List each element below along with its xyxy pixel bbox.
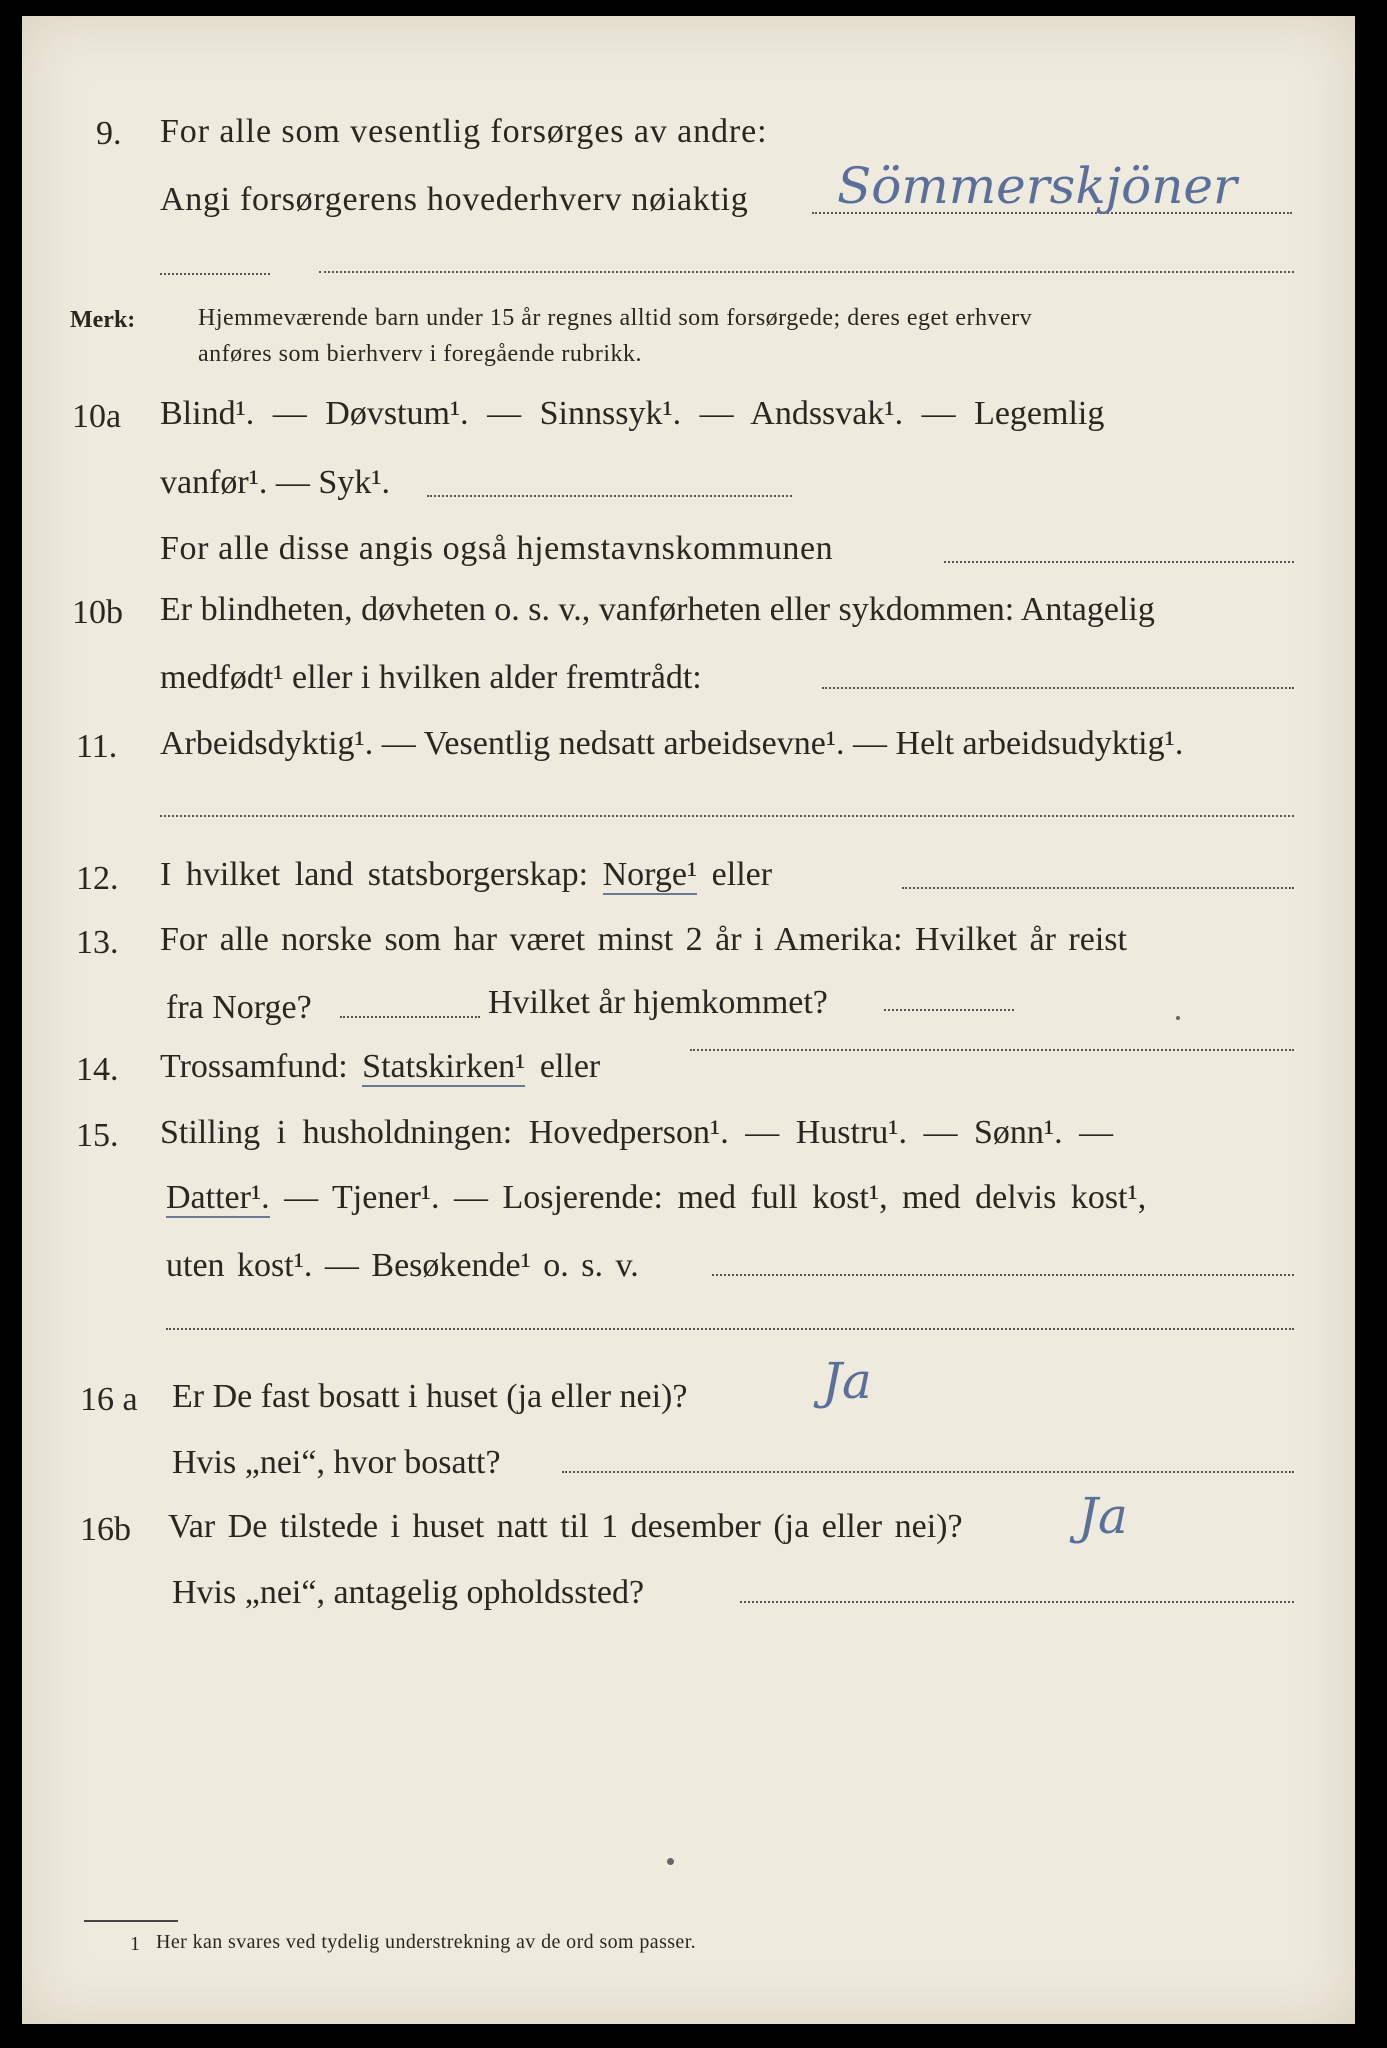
merk-label: Merk: [70,307,136,333]
q16a-line2-dotted [562,1471,1294,1473]
q13-line2b: Hvilket år hjemkommet? [488,984,828,1021]
q15-line2-rest: — Tjener¹. — Losjerende: med full kost¹, med delvis kost¹, [284,1179,1147,1216]
q14-underlined-statskirken: Statskirken¹ [362,1048,526,1085]
q10b-line1: Er blindheten, døvheten o. s. v., vanførheten eller sykdommen: Antagelig [160,591,1155,628]
q10a-line3: For alle disse angis også hjemstavnskommunen [160,530,834,567]
footnote-text: Her kan svares ved tydelig understrekning av de ord som passer. [156,1931,697,1953]
q10b-line2: medfødt¹ eller i hvilken alder fremtrådt: [160,659,702,696]
q16a-handwritten-answer: Ja [822,1352,872,1410]
q14-number: 14. [76,1051,119,1088]
q9-line1: For alle som vesentlig forsørges av andre: [160,113,768,150]
q9-extra-dotted-line-2 [319,271,1294,273]
footnote-mark: 1 [130,1933,140,1955]
q15-extra-dotted [166,1328,1294,1330]
q14-line [160,1050,600,1084]
q15-line1: Stilling i husholdningen: Hovedperson¹. — Hustru¹. — Sønn¹. — [160,1114,1114,1151]
q16b-line1: Var De tilstede i huset natt til 1 desember (ja eller nei)? [168,1508,963,1545]
q10b-line2-dotted [822,687,1294,689]
footnote-rule [84,1920,178,1922]
q14-dotted-line [690,1049,1294,1051]
q9-handwritten-answer: Sömmerskjöner [837,157,1237,215]
q13-line1: For alle norske som har været minst 2 år i Amerika: Hvilket år reist [160,921,1127,958]
q11-line1: Arbeidsdyktig¹. — Vesentlig nedsatt arbeidsevne¹. — Helt arbeidsudyktig¹. [160,725,1184,762]
merk-line1: Hjemmeværende barn under 15 år regnes alltid som forsørgede; deres eget erhverv [198,305,1033,331]
q12-suffix: eller [711,856,773,893]
q12-prefix: I hvilket land statsborgerskap: [160,856,589,893]
q12-line [160,858,772,892]
q10a-line2-dotted [427,495,792,497]
q11-dotted-line [160,815,1294,817]
q16a-line2: Hvis „nei“, hvor bosatt? [172,1444,501,1481]
q16b-handwritten-answer: Ja [1078,1487,1128,1545]
q9-line2: Angi forsørgerens hovederhverv nøiaktig [160,181,749,218]
q10a-line3-dotted [944,561,1294,563]
q15-underlined-datter: Datter¹. [166,1179,270,1216]
q13-dotted-1 [340,1016,480,1018]
q14-suffix: eller [539,1048,601,1085]
q12-underlined-norge: Norge¹ [602,856,698,893]
q10a-line2: vanfør¹. — Syk¹. [160,464,391,501]
q15-number: 15. [76,1117,119,1154]
q15-line2 [166,1181,1146,1215]
merk-line2: anføres som bierhverv i foregående rubrikk. [198,341,643,367]
q13-number: 13. [76,924,119,961]
q16b-line2: Hvis „nei“, antagelig opholdssted? [172,1574,645,1611]
q16a-line1: Er De fast bosatt i huset (ja eller nei)? [172,1378,688,1415]
q13-line2a: fra Norge? [166,989,312,1026]
ink-dot [667,1858,674,1865]
q16a-number: 16 a [80,1381,138,1418]
q16b-line2-dotted [740,1601,1294,1603]
q9-extra-dotted-line [160,273,270,275]
q13-dotted-2 [884,1009,1014,1011]
q15-line3: uten kost¹. — Besøkende¹ o. s. v. [166,1247,639,1284]
q12-number: 12. [76,860,119,897]
q10a-line1: Blind¹. — Døvstum¹. — Sinnssyk¹. — Andssvak¹. — Legemlig [160,395,1105,432]
q10a-number: 10a [72,398,122,435]
q11-number: 11. [76,728,118,765]
q10b-number: 10b [72,594,123,631]
q12-dotted-line [902,887,1294,889]
q15-line3-dotted [712,1274,1294,1276]
q13-ink-dot [1176,1016,1180,1020]
q16b-number: 16b [80,1511,131,1548]
census-form-page [22,16,1355,2024]
q9-number: 9. [96,115,122,152]
q14-prefix: Trossamfund: [160,1048,348,1085]
